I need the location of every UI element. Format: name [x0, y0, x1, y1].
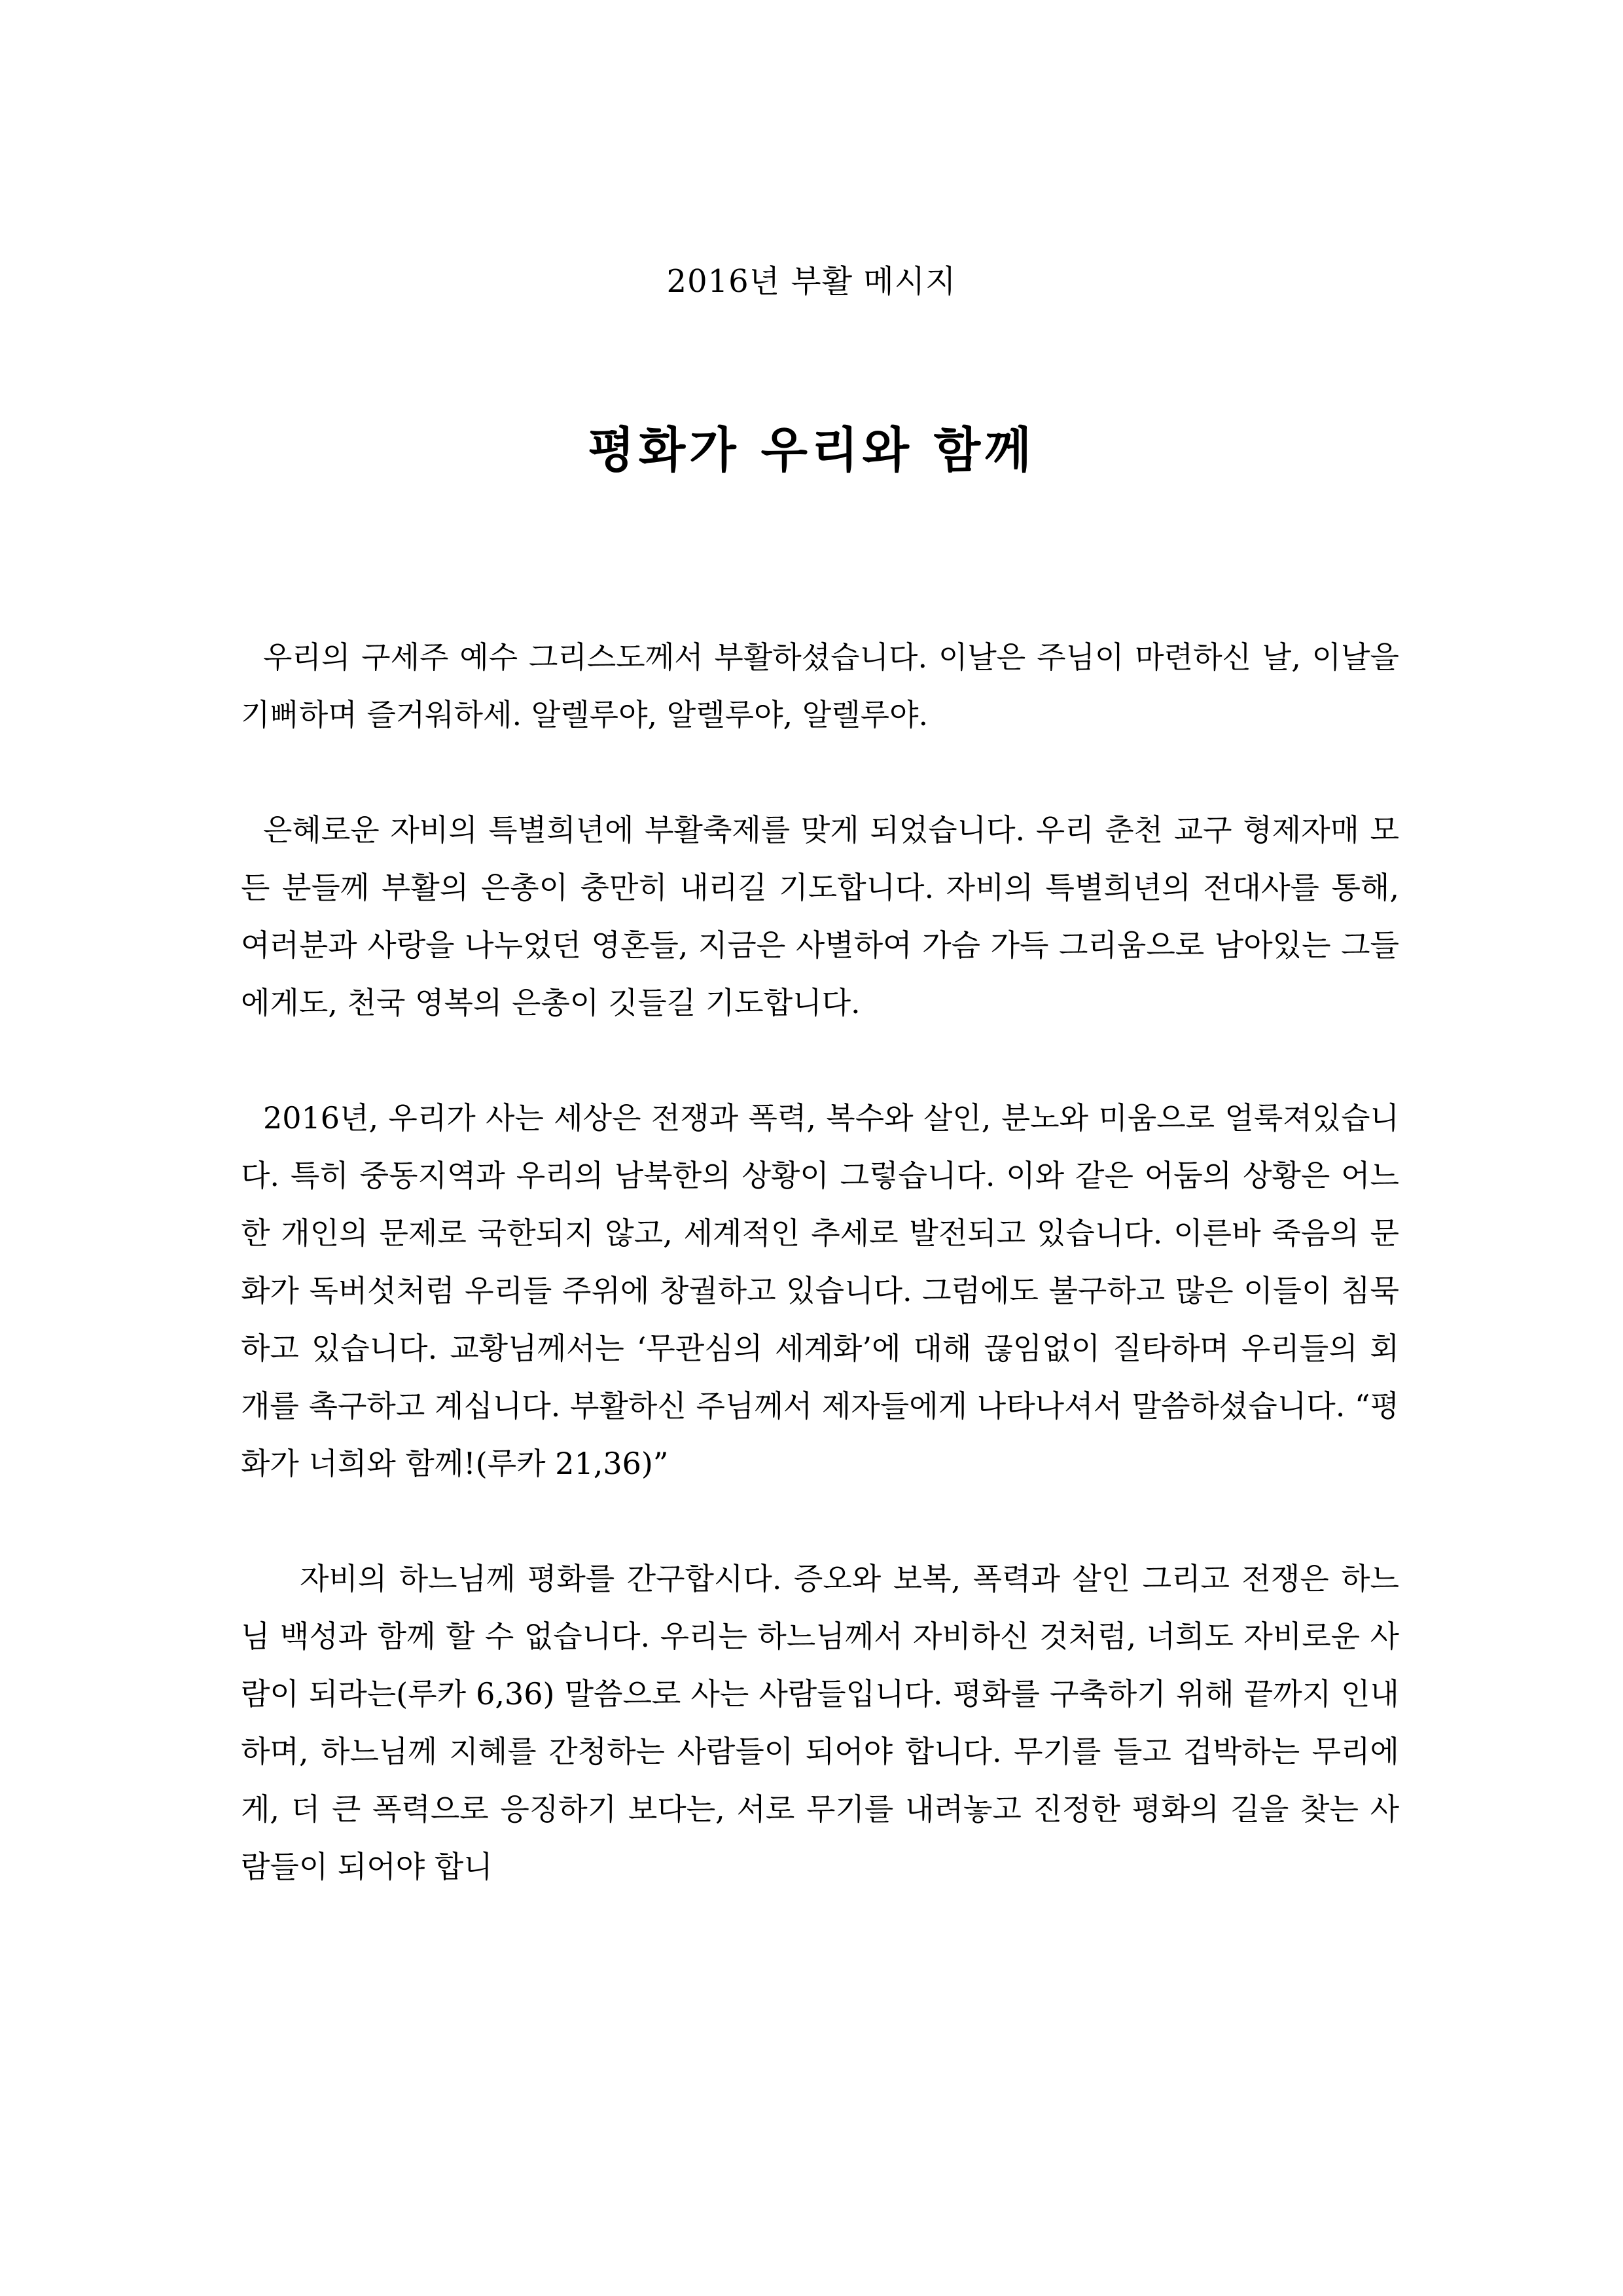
document-title: 평화가 우리와 함께: [588, 422, 1035, 478]
paragraph-jubilee-blessing: 은혜로운 자비의 특별희년에 부활축제를 맞게 되었습니다. 우리 춘천 교구 형제자매 모든 분들께 부활의 은총이 충만히 내리길 기도합니다. 자비의 특별희년의 전대사를 통해, 여러분과 사랑을 나누었던 영혼들, 지금은 사별하여 가슴 가득 그리움으로 남아있는 그들에게도, 천국 영복의 은총이 깃들길 기도합니다.: [241, 812, 1399, 1020]
document-subtitle: 2016년 부활 메시지: [666, 263, 957, 300]
paragraph-world-situation: 2016년, 우리가 사는 세상은 전쟁과 폭력, 복수와 살인, 분노와 미움으로 얼룩져있습니다. 특히 중동지역과 우리의 남북한의 상황이 그렇습니다. 이와 같은 어둠의 상황은 어느 한 개인의 문제로 국한되지 않고, 세계적인 추세로 발전되고 있습니다. 이른바 죽음의 문화가 독버섯처럼 우리들 주위에 창궐하고 있습니다. 그럼에도 불구하고 많은 이들이 침묵하고 있습니다. 교황님께서는 ‘무관심의 세계화’에 대해 끊임없이 질타하며 우리들의 회개를 촉구하고 계십니다. 부활하신 주님께서 제자들에게 나타나셔서 말씀하셨습니다. “평화가 너희와 함께!(루카 21,36)”: [241, 1100, 1399, 1481]
paragraph-resurrection-greeting: 우리의 구세주 예수 그리스도께서 부활하셨습니다. 이날은 주님이 마련하신 날, 이날을 기뻐하며 즐거워하세. 알렐루야, 알렐루야, 알렐루야.: [241, 639, 1399, 732]
paragraph-pray-for-peace: 자비의 하느님께 평화를 간구합시다. 증오와 보복, 폭력과 살인 그리고 전쟁은 하느님 백성과 함께 할 수 없습니다. 우리는 하느님께서 자비하신 것처럼, 너희도 자비로운 사람이 되라는(루카 6,36) 말씀으로 사는 사람들입니다. 평화를 구축하기 위해 끝까지 인내하며, 하느님께 지혜를 간청하는 사람들이 되어야 합니다. 무기를 들고 겁박하는 무리에게, 더 큰 폭력으로 응징하기 보다는, 서로 무기를 내려놓고 진정한 평화의 길을 찾는 사람들이 되어야 합니: [241, 1561, 1399, 1884]
document-body: [241, 628, 1399, 1953]
